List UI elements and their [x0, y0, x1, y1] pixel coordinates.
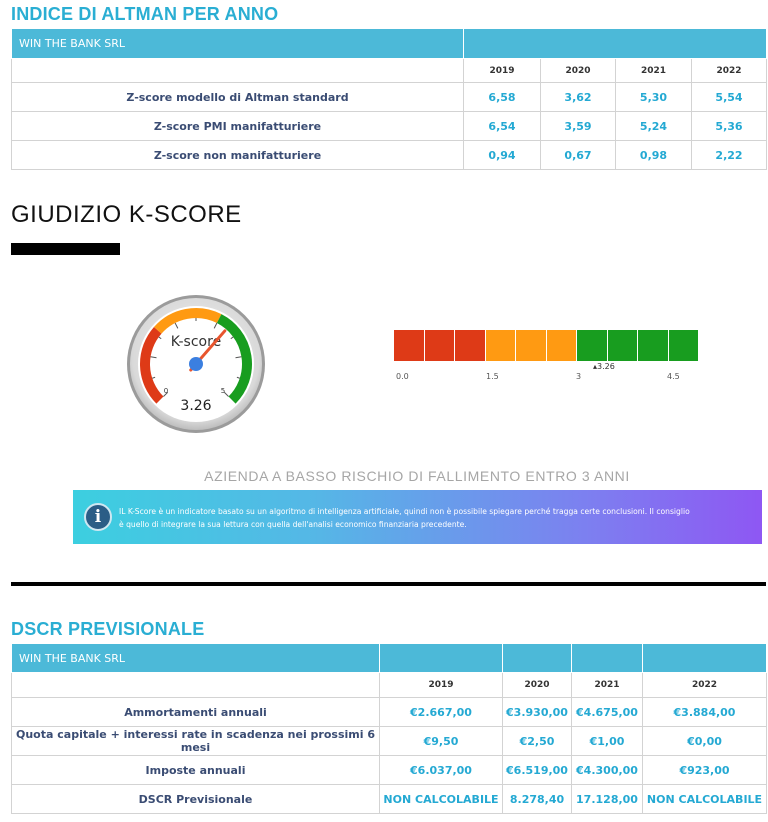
scale-tick-label: 1.5 [486, 372, 499, 381]
table-row [12, 141, 767, 170]
dscr-value: €3.884,00 [643, 698, 767, 727]
altman-company: WIN THE BANK SRL [12, 29, 464, 59]
table-row [12, 83, 767, 112]
dscr-year: 2021 [572, 673, 643, 698]
gauge-value: 3.26 [180, 398, 212, 414]
dscr-header-spacer [503, 644, 572, 673]
dscr-year: 2019 [380, 673, 503, 698]
scale-tick-label: 0.0 [396, 372, 409, 381]
gauge-max-label: 5 [220, 387, 226, 395]
altman-year: 2019 [464, 59, 541, 83]
scale-segment [394, 330, 425, 361]
altman-value: 3,59 [541, 112, 616, 141]
dscr-value: 17.128,00 [572, 785, 643, 814]
dscr-value: 8.278,40 [503, 785, 572, 814]
scale-segment [638, 330, 669, 361]
table-row [12, 785, 767, 814]
table-row [12, 698, 767, 727]
dscr-value: €2,50 [503, 727, 572, 756]
scale-tick-label: 3 [576, 372, 582, 381]
dscr-value: €6.037,00 [380, 756, 503, 785]
dscr-value: NON CALCOLABILE [643, 785, 767, 814]
dscr-value: NON CALCOLABILE [380, 785, 503, 814]
dscr-value: €3.930,00 [503, 698, 572, 727]
altman-value: 0,67 [541, 141, 616, 170]
scale-tick-label: 4.5 [667, 372, 680, 381]
dscr-header-spacer [380, 644, 503, 673]
dscr-row-label: Imposte annuali [12, 756, 380, 785]
dscr-value: €4.675,00 [572, 698, 643, 727]
altman-value: 5,54 [692, 83, 767, 112]
table-row [12, 727, 767, 756]
scale-segment [577, 330, 608, 361]
dscr-header-spacer [572, 644, 643, 673]
dscr-value: €0,00 [643, 727, 767, 756]
dscr-value: €4.300,00 [572, 756, 643, 785]
kscore-info-line: è quello di integrare la sua lettura con quella dell'analisi economico finanziaria precedente. [119, 520, 467, 529]
dscr-value: €2.667,00 [380, 698, 503, 727]
altman-year: 2022 [692, 59, 767, 83]
kscore-verdict: AZIENDA A BASSO RISCHIO DI FALLIMENTO ENTRO 3 ANNI [204, 468, 630, 484]
dscr-value: €6.519,00 [503, 756, 572, 785]
dscr-row-label: Quota capitale + interessi rate in scadenza nei prossimi 6 mesi [12, 727, 380, 756]
kscore-info-box [73, 490, 762, 544]
gauge-min-label: 0 [163, 387, 169, 395]
dscr-value: €1,00 [572, 727, 643, 756]
altman-year: 2020 [541, 59, 616, 83]
dscr-table [11, 643, 767, 814]
altman-value: 5,30 [616, 83, 692, 112]
dscr-year: 2022 [643, 673, 767, 698]
section-divider [11, 582, 766, 586]
dscr-value: €923,00 [643, 756, 767, 785]
kscore-title-underline [11, 243, 120, 255]
kscore-gauge [126, 294, 266, 434]
scale-segment [547, 330, 578, 361]
scale-segment [425, 330, 456, 361]
altman-value: 6,54 [464, 112, 541, 141]
altman-value: 5,36 [692, 112, 767, 141]
dscr-title: DSCR PREVISIONALE [11, 619, 205, 639]
table-row [12, 756, 767, 785]
info-icon: i [84, 503, 112, 531]
dscr-year: 2020 [503, 673, 572, 698]
altman-year-label-spacer [12, 59, 464, 83]
altman-row-label: Z-score non manifatturiere [12, 141, 464, 170]
altman-value: 3,62 [541, 83, 616, 112]
altman-row-label: Z-score modello di Altman standard [12, 83, 464, 112]
kscore-scale [394, 330, 698, 361]
dscr-value: €9,50 [380, 727, 503, 756]
altman-value: 0,98 [616, 141, 692, 170]
dscr-header-spacer [643, 644, 767, 673]
dscr-year-label-spacer [12, 673, 380, 698]
dscr-row-label: DSCR Previsionale [12, 785, 380, 814]
dscr-company: WIN THE BANK SRL [12, 644, 380, 673]
altman-header-spacer [464, 29, 767, 59]
scale-marker: ▴3.26 [593, 362, 615, 371]
altman-value: 6,58 [464, 83, 541, 112]
scale-segment [669, 330, 699, 361]
scale-segment [455, 330, 486, 361]
dscr-row-label: Ammortamenti annuali [12, 698, 380, 727]
altman-table [11, 28, 767, 170]
gauge-hub [189, 357, 203, 371]
scale-segment [516, 330, 547, 361]
altman-year: 2021 [616, 59, 692, 83]
kscore-info-line: IL K-Score è un indicatore basato su un algoritmo di intelligenza artificiale, quindi non è possibile spiegare perché tragga certe conclusioni. Il consiglio [119, 507, 690, 516]
scale-segment [486, 330, 517, 361]
altman-row-label: Z-score PMI manifatturiere [12, 112, 464, 141]
altman-value: 0,94 [464, 141, 541, 170]
altman-value: 2,22 [692, 141, 767, 170]
table-row [12, 112, 767, 141]
kscore-info-text [119, 505, 754, 531]
altman-title: INDICE DI ALTMAN PER ANNO [11, 4, 279, 24]
kscore-title: GIUDIZIO K-SCORE [11, 201, 242, 228]
gauge-label: K-score [170, 334, 222, 350]
scale-segment [608, 330, 639, 361]
altman-value: 5,24 [616, 112, 692, 141]
